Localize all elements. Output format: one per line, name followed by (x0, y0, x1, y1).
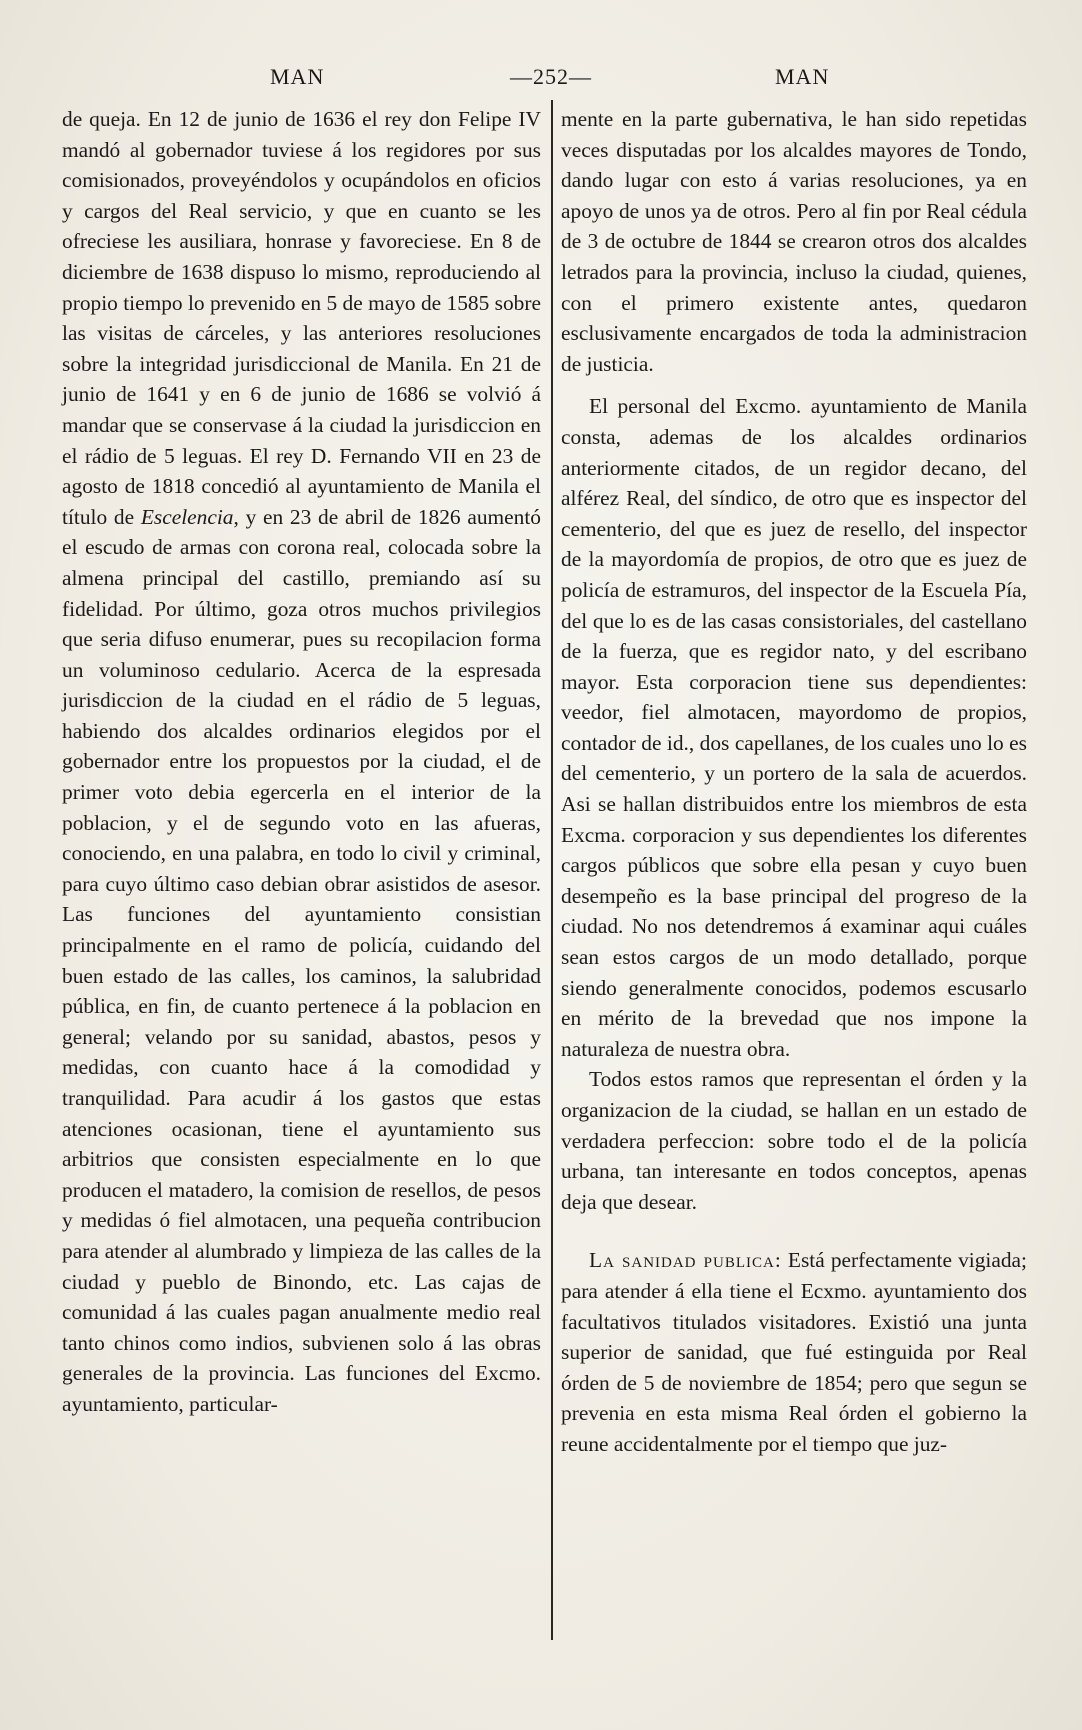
page-number: —252— (510, 64, 592, 89)
header-right-entry: MAN (775, 64, 830, 89)
header-left-entry: MAN (270, 64, 325, 89)
sanidad-paragraph (561, 1245, 1027, 1459)
right-paragraph-1: mente en la parte gubernativa, le han sido repetidas veces disputadas por los alcaldes mayores de Tondo, dando lugar con esto á varias resoluciones, ya en apoyo de unos ya de otros. Pero al fin por Real cédula de 3 de octubre de 1844 se crearon otros dos alcaldes letrados para la provincia, incluso la ciudad, quienes, con el primero existente antes, quedaron esclusivamente encargados de toda la administracion de justicia. (561, 107, 1027, 376)
running-header (60, 64, 1020, 94)
left-column (62, 104, 541, 1420)
sanidad-text: Está perfectamente vigiada; para atender á ella tiene el Ecxmo. ayuntamiento dos facultativos titulados visitadores. Existió una junta superior de sanidad, que fué estinguida por Real órden de 5 de noviembre de 1854; pero que segun se prevenia en esta misma Real órden el gobierno la reune accidentalmente por el tiempo que juz- (561, 1248, 1027, 1456)
left-paragraph-continuation: , y en 23 de abril de 1826 aumentó el escudo de armas con corona real, colocada sobre la almena principal del castillo, premiando así su fidelidad. Por último, goza otros muchos privilegios que seria difuso enumerar, pues su recopilacion forma un voluminoso cedulario. Acerca de la espresada jurisdiccion de la ciudad en el rádio de 5 leguas, habiendo dos alcaldes ordinarios elegidos por el gobernador entre los propuestos por la ciudad, el de primer voto debia egercerla en el interior de la poblacion, y el de segundo voto en las afueras, conociendo, en una palabra, en todo lo civil y criminal, para cuyo último caso debian obrar asistidos de asesor. Las funciones del ayuntamiento consistian principalmente en el ramo de policía, cuidando del buen estado de las calles, los caminos, la salubridad pública, en fin, de cuanto pertenece á la poblacion en general; velando por su sanidad, abastos, pesos y medidas, con cuanto hace á la comodidad y tranquilidad. Para acudir á los gastos que estas atenciones ocasionan, tiene el ayuntamiento sus arbitrios que consisten especialmente en lo que producen el matadero, la comision de resellos, de pesos y medidas ó fiel almotacen, una pequeña contribucion para atender al alumbrado y limpieza de las calles de la ciudad y pueblo de Binondo, etc. Las cajas de comunidad á las cuales pagan anualmente medio real tanto chinos como indios, subvienen solo á las obras generales de la provincia. Las funciones del Excmo. ayuntamiento, particular- (62, 504, 541, 1416)
title-word: Escelencia (140, 504, 234, 529)
column-divider (551, 100, 553, 1640)
right-paragraph-3: Todos estos ramos que representan el órden y la organizacion de la ciudad, se hallan en un estado de verdadera perfeccion: sobre todo el de la policía urbana, tan interesante en todos conceptos, apenas deja que desear. (561, 1067, 1027, 1214)
section-heading: La sanidad publica: (589, 1248, 782, 1273)
right-paragraph-2: El personal del Excmo. ayuntamiento de Manila consta, ademas de los alcaldes ordinarios anteriormente citados, de un regidor decano, del alférez Real, del síndico, de otro que es inspector del cementerio, del que es juez de resello, del inspector de la mayordomía de propios, de otro que es juez de policía de estramuros, del inspector de la Escuela Pía, del que lo es de las casas consistoriales, del castellano de la fuerza, que es regidor nato, y del escribano mayor. Esta corporacion tiene sus dependientes: veedor, fiel almotacen, mayordomo de propios, contador de id., dos capellanes, de los cuales uno lo es del cementerio, y un portero de la sala de acuerdos. Asi se hallan distribuidos entre los miembros de esta Excma. corporacion y sus dependientes los diferentes cargos públicos que sobre ella pesan y cuyo buen desempeño es la base principal del progreso de la ciudad. No nos detendremos á examinar aqui cuáles sean estos cargos de un modo detallado, porque siendo generalmente conocidos, podemos escusarlo en mérito de la brevedad que nos impone la naturaleza de nuestra obra. (561, 394, 1027, 1061)
right-column (561, 104, 1027, 1460)
left-paragraph (62, 104, 541, 1420)
left-paragraph-text: de queja. En 12 de junio de 1636 el rey don Felipe IV mandó al gobernador tuviese á los regidores por sus comisionados, proveyéndolos y ocupándolos en oficios y cargos del Real servicio, y que en cuanto se les ofreciese les ausiliara, honrase y favoreciese. En 8 de diciembre de 1638 dispuso lo mismo, reproduciendo al propio tiempo lo prevenido en 5 de mayo de 1585 sobre las visitas de cárceles, y las anteriores resoluciones sobre la integridad jurisdiccional de Manila. En 21 de junio de 1641 y en 6 de junio de 1686 se volvió á mandar que se conservase á la ciudad la jurisdiccion en el rádio de 5 leguas. El rey D. Fernando VII en 23 de agosto de 1818 concedió al ayuntamiento de Manila el título de (62, 107, 541, 529)
